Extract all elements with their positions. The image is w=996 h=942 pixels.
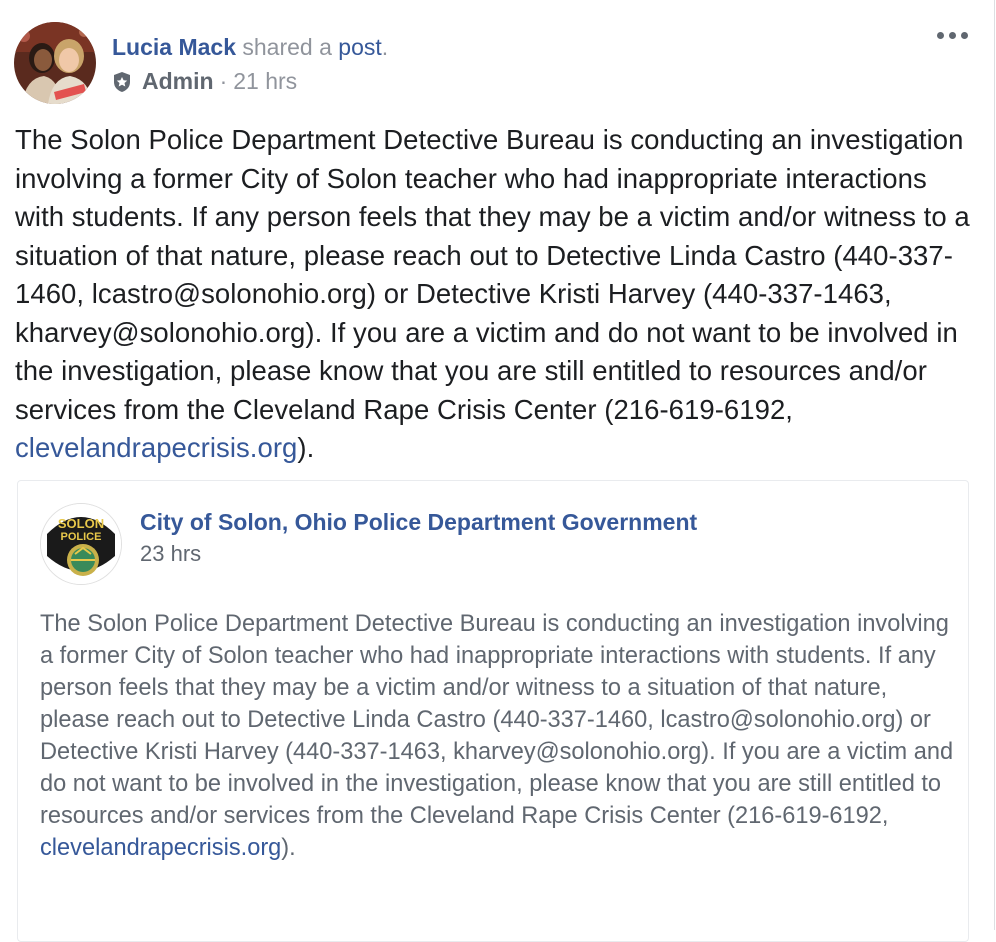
shared-body	[40, 608, 955, 864]
admin-shield-icon	[112, 70, 132, 92]
post-link[interactable]: post	[338, 34, 382, 60]
post-meta	[112, 66, 297, 96]
post-body-end: ).	[297, 432, 315, 463]
more-options-icon[interactable]	[935, 26, 970, 45]
header-period: .	[381, 34, 389, 60]
post-body	[15, 121, 975, 468]
page-avatar[interactable]	[40, 503, 122, 585]
shared-body-link[interactable]: clevelandrapecrisis.org	[40, 835, 282, 861]
shared-timestamp[interactable]: 23 hrs	[140, 541, 202, 566]
shared-post[interactable]	[17, 480, 969, 942]
badge-text-police: POLICE	[60, 531, 102, 543]
badge-text-solon: SOLON	[57, 516, 105, 531]
post-header	[112, 32, 388, 62]
author-name[interactable]: Lucia Mack	[112, 34, 236, 60]
shared-body-text: The Solon Police Department Detective Bureau is conducting an investigation involving a former City of Solon teacher who had inappropriate interactions with students. If any person feels that they may be a victim and/or witness to a situation of that nature, please reach out to Detective Linda Castro (440-337-1460, lcastro@solonohio.org) or Detective Kristi Harvey (440-337-1463, kharvey@solonohio.org). If you are a victim and do not want to be involved in the investigation, please know that you are still entitled to resources and/or services from the Cleveland Rape Crisis Center (216-619-6192,	[40, 611, 954, 829]
post-timestamp[interactable]: 21 hrs	[233, 68, 298, 94]
author-avatar[interactable]	[14, 22, 96, 104]
post-body-link[interactable]: clevelandrapecrisis.org	[15, 432, 298, 463]
shared-body-end: ).	[281, 835, 296, 861]
meta-separator: ·	[219, 68, 228, 94]
page-name[interactable]: City of Solon, Ohio Police Department Government	[140, 509, 698, 535]
shared-label: shared a	[242, 34, 332, 60]
admin-label: Admin	[142, 68, 214, 94]
post-body-text: The Solon Police Department Detective Bureau is conducting an investigation involving a former City of Solon teacher who had inappropriate interactions with students. If any person feels that they may be a victim and/or witness to a situation of that nature, please reach out to Detective Linda Castro (440-337-1460, lcastro@solonohio.org) or Detective Kristi Harvey (440-337-1463, kharvey@solonohio.org). If you are a victim and do not want to be involved in the investigation, please know that you are still entitled to resources and/or services from the Cleveland Rape Crisis Center (216-619-6192,	[15, 124, 970, 425]
